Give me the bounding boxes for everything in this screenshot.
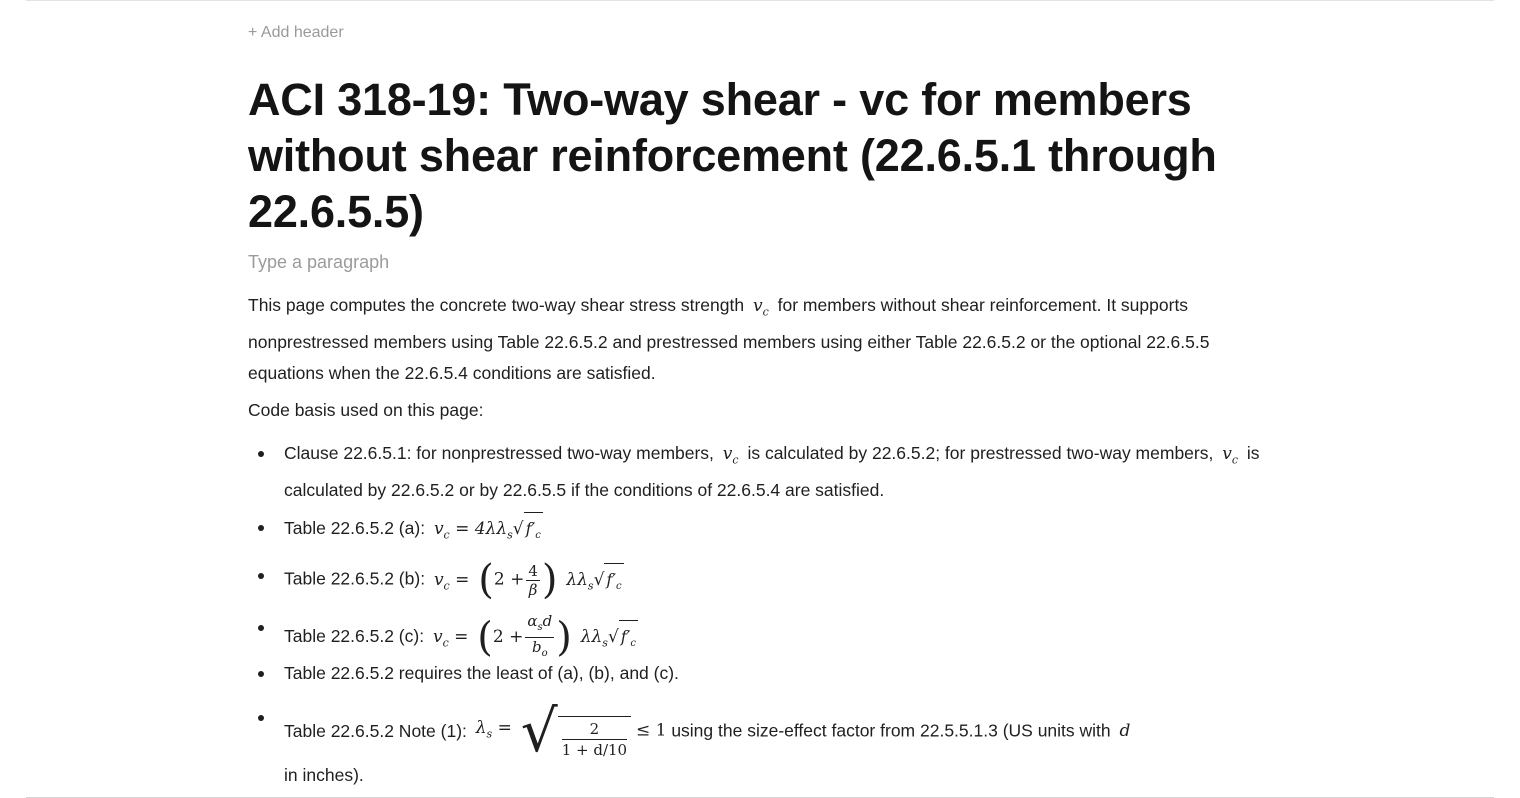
fraction-alpha-d-bo: $\frac{\alpha_sd}{b_o}$ xyxy=(525,612,554,663)
intro-paragraph xyxy=(248,290,1288,389)
top-divider xyxy=(26,0,1494,1)
equation-b: $v_c$ = xyxy=(433,569,470,593)
bullet-text: is calculated by 22.6.5.2 or by 22.6.5.5 if the conditions of 22.6.5.4 are satisfied. xyxy=(284,443,1260,501)
intro-text-a: This page computes the concrete two-way shear stress strength xyxy=(248,295,745,315)
lambda-term: $\lambda\lambda_s√$ $f'_c$ xyxy=(577,627,642,647)
intro-text-b: for members without shear reinforcement. It supports nonprestressed members using Table 22.6.5.2 and prestressed members using either Table 22.6.5.2 or the optional 22.6.5.5 equations when the 22.6.5.4 conditions are satisfied. xyxy=(248,295,1210,384)
add-header-button[interactable]: + Add header xyxy=(248,24,344,41)
list-item-eq-a xyxy=(284,512,1284,551)
bullet-text: Table 22.6.5.2 requires the least of (a), (b), and (c). xyxy=(284,663,679,683)
bullet-text: using the size-effect factor from 22.5.5.1.3 (US units with xyxy=(671,720,1111,741)
list-item-eq-b: Table 22.6.5.2 (b): $v_c = (2$ + $\frac{4}{\beta}$ ) $\lambda\lambda_s√$ $f'_c$ xyxy=(284,560,1284,602)
vc-symbol: $v_c$ xyxy=(752,296,769,319)
paragraph-placeholder[interactable]: Type a paragraph xyxy=(248,252,390,272)
lambda-term: $\lambda\lambda_s√$ $f'_c$ xyxy=(562,570,627,590)
page-title[interactable]: ACI 318-19: Two-way shear - vc for members without shear reinforcement (22.6.5.1 through 22.6.5.5) xyxy=(248,74,1217,237)
bullet-text: Table 22.6.5.2 (c): xyxy=(284,626,425,647)
list-item-note-1: Table 22.6.5.2 Note (1): $\lambda_s$ = √ 2 1 + d/10 ≤ 1 using the size-effect factor from 22.5.5.1.3 (US units with d in inches). xyxy=(284,702,1284,791)
bullet-text: Table 22.6.5.2 Note (1): xyxy=(284,720,467,741)
vc-symbol: $v_c$ xyxy=(722,444,739,467)
bullet-text: Clause 22.6.5.1: for nonprestressed two-way members, xyxy=(284,443,714,463)
list-item-eq-c: Table 22.6.5.2 (c): $v_c = (2$ + $\frac{\alpha_sd}{b_o}$ ) $\lambda\lambda_s√$ $f'_c$ xyxy=(284,612,1284,663)
d-symbol: d xyxy=(1119,720,1131,741)
equation-a: $v_c = 4\lambda\lambda_s√$ $f'_c$ xyxy=(430,519,547,539)
size-effect-equation: √ 2 1 + d/10 xyxy=(521,702,631,760)
list-item-clause-22651 xyxy=(284,438,1284,506)
equation-c: $v_c$ = xyxy=(432,627,469,650)
bullet-text: Table 22.6.5.2 (a): xyxy=(284,518,426,538)
bullet-text: in inches). xyxy=(284,765,364,785)
fraction-4-beta: $\frac{4}{\beta}$ xyxy=(528,561,538,599)
bullet-text: is calculated by 22.6.5.2; for prestressed two-way members, xyxy=(747,443,1214,463)
lambda-s-symbol: $\lambda_s$ = xyxy=(475,717,512,741)
code-basis-label: Code basis used on this page: xyxy=(248,400,484,420)
list-item-least-of xyxy=(284,658,1284,689)
bullet-text: Table 22.6.5.2 (b): xyxy=(284,568,426,589)
vc-symbol: $v_c$ xyxy=(1222,444,1239,467)
